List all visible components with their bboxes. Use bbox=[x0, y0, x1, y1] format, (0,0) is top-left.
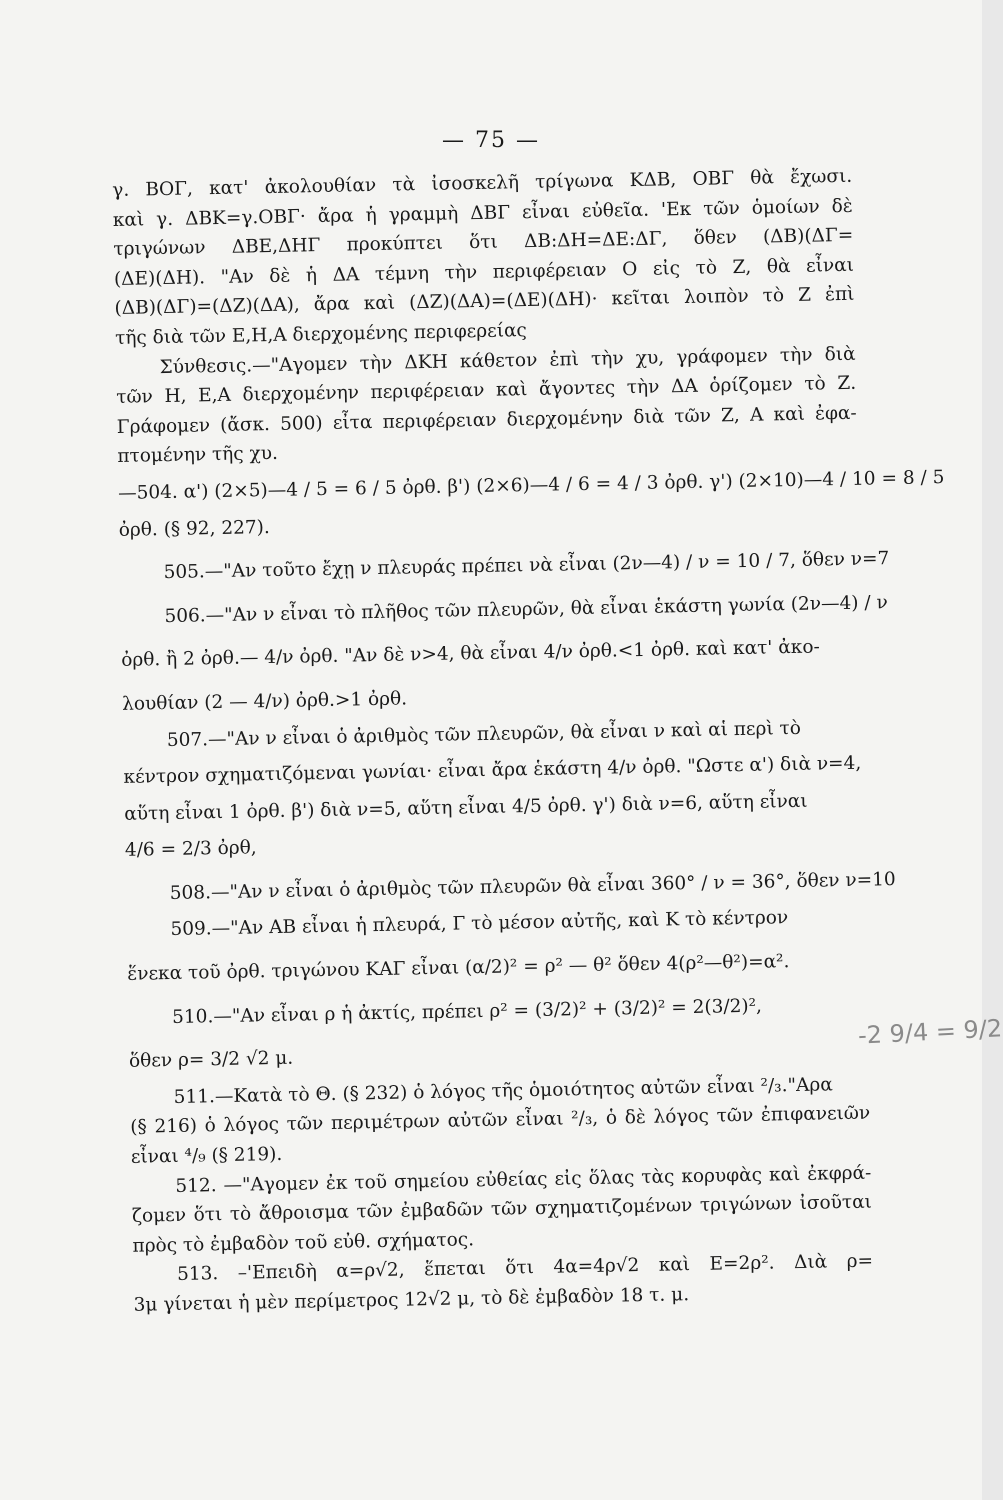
formula-line: 4/6 = 2/3 ὀρθ, bbox=[124, 837, 257, 862]
formula-line: 510.—"Αν εἶναι ρ ἡ ἀκτίς, πρέπει ρ² = (3/2)² + (3/2)² = 2(3/2)², bbox=[171, 995, 763, 1028]
text-line: πτομένην τῆς χυ. bbox=[117, 443, 279, 468]
text-line: Γράφομεν (ἄσκ. 500) εἶτα περιφέρειαν διερχομένην διὰ τῶν Ζ, Α καὶ ἐφα- bbox=[116, 402, 857, 438]
formula-line: ὀρθ. ἢ 2 ὀρθ.— 4/ν ὀρθ. "Αν δὲ ν>4, θὰ εἶναι 4/ν ὀρθ.<1 ὀρθ. καὶ κατ' ἀκο- bbox=[121, 636, 820, 672]
formula-line: ὅθεν ρ= 3/2 √2 μ. bbox=[128, 1047, 294, 1073]
text-line: 511.—Κατὰ τὸ Θ. (§ 232) ὁ λόγος τῆς ὁμοιότητος αὐτῶν εἶναι ²/₃."Αρα bbox=[173, 1074, 833, 1108]
text-line: πρὸς τὸ ἐμβαδὸν τοῦ εὐθ. σχήματος. bbox=[132, 1229, 475, 1257]
synthesis-line: Σύνθεσις.—"Αγομεν τὴν ΔΚΗ κάθετον ἐπὶ τὴν χυ, γράφομεν τὴν διὰ bbox=[159, 343, 856, 378]
text-line: ὀρθ. (§ 92, 227). bbox=[118, 516, 270, 541]
text-line: ζομεν ὅτι τὸ ἄθροισμα τῶν ἐμβαδῶν τῶν σχηματιζομένων τριγώνων ἰσοῦται bbox=[131, 1191, 873, 1228]
formula-line: κέντρον σχηματιζόμεναι γωνίαι· εἶναι ἄρα ἑκάστη 4/ν ὀρθ. "Ωστε α') διὰ ν=4, bbox=[123, 752, 862, 788]
text-line: (ΔΒ)(ΔΓ)=(ΔΖ)(ΔΑ), ἄρα καὶ (ΔΖ)(ΔΑ)=(ΔΕ)(ΔΗ)· κεῖται λοιπὸν τὸ Ζ ἐπὶ bbox=[114, 284, 855, 320]
text-line: εἶναι ⁴/₉ (§ 219). bbox=[130, 1143, 283, 1168]
formula-line: λουθίαν (2 — 4/ν) ὀρθ.>1 ὀρθ. bbox=[121, 688, 408, 715]
handwritten-margin-note: -2 9/4 = 9/2 bbox=[857, 1014, 1003, 1050]
text-line: 3μ γίνεται ἡ μὲν περίμετρος 12√2 μ, τὸ δὲ ἐμβαδὸν 18 τ. μ. bbox=[133, 1284, 690, 1316]
formula-line: αὕτη εἶναι 1 ὀρθ. β') διὰ ν=5, αὕτη εἶναι 4/5 ὀρθ. γ') διὰ ν=6, αὕτη εἶναι bbox=[124, 790, 808, 825]
text-line: τῶν Η, Ε,Α διερχομένην περιφέρειαν καὶ ἄγοντες τὴν ΔΑ ὁρίζομεν τὸ Ζ. bbox=[116, 372, 857, 409]
text-line: 513. –'Επειδὴ α=ρ√2, ἕπεται ὅτι 4α=4ρ√2 καὶ Ε=2ρ². Διὰ ρ= bbox=[176, 1250, 874, 1286]
text-line: 512. —"Αγομεν ἐκ τοῦ σημείου εὐθείας εἰς ὅλας τὰς κορυφὰς καὶ ἐκφρά- bbox=[175, 1162, 872, 1197]
text-line: γ. ΒΟΓ, κατ' ἀκολουθίαν τὰ ἰσοσκελῆ τρίγωνα ΚΔΒ, ΟΒΓ θὰ ἔχωσι. bbox=[112, 165, 853, 201]
formula-line: 506.—"Αν ν εἶναι τὸ πλῆθος τῶν πλευρῶν, θὰ εἶναι ἑκάστη γωνία (2ν—4) / ν bbox=[164, 591, 888, 627]
formula-line: 508.—"Αν ν εἶναι ὁ ἀριθμὸς τῶν πλευρῶν θὰ εἶναι 360° / ν = 36°, ὅθεν ν=10 bbox=[169, 868, 896, 904]
text-line: (§ 216) ὁ λόγος τῶν περιμέτρων αὐτῶν εἶναι ²/₃, ὁ δὲ λόγος τῶν ἐπιφανειῶν bbox=[130, 1103, 871, 1139]
text-line: 507.—"Αν ν εἶναι ὁ ἀριθμὸς τῶν πλευρῶν, θὰ εἶναι ν καὶ αἱ περὶ τὸ bbox=[166, 717, 802, 751]
text-line: καὶ γ. ΔΒΚ=γ.ΟΒΓ· ἄρα ἡ γραμμὴ ΔΒΓ εἶναι εὐθεῖα. 'Εκ τῶν ὁμοίων δὲ bbox=[112, 195, 853, 231]
formula-line: ἕνεκα τοῦ ὀρθ. τριγώνου ΚΑΓ εἶναι (α/2)² = ρ² — θ² ὅθεν 4(ρ²—θ²)=α². bbox=[127, 951, 790, 985]
text-line: (ΔΕ)(ΔΗ). "Αν δὲ ἡ ΔΑ τέμνη τὴν περιφέρειαν Ο εἰς τὸ Ζ, θὰ εἶναι bbox=[113, 254, 855, 290]
formula-line: —504. α') (2×5)—4 / 5 = 6 / 5 ὀρθ. β') (2×6)—4 / 6 = 4 / 3 ὀρθ. γ') (2×10)—4 / 10 = 8 / 5 bbox=[117, 467, 945, 504]
formula-line: 505.—"Αν τοῦτο ἔχῃ ν πλευράς πρέπει νὰ εἶναι (2ν—4) / ν = 10 / 7, ὅθεν ν=7 bbox=[163, 548, 890, 584]
page-number: — 75 — bbox=[442, 128, 540, 153]
text-line: τριγώνων ΔΒΕ,ΔΗΓ προκύπτει ὅτι ΔΒ:ΔΗ=ΔΕ:ΔΓ, ὅθεν (ΔΒ)(ΔΓ= bbox=[113, 224, 854, 261]
text-line: τῆς διὰ τῶν Ε,Η,Α διερχομένης περιφερείας bbox=[114, 320, 528, 349]
text-line: 509.—"Αν ΑΒ εἶναι ἡ πλευρά, Γ τὸ μέσον αὐτῆς, καὶ Κ τὸ κέντρον bbox=[170, 907, 789, 941]
